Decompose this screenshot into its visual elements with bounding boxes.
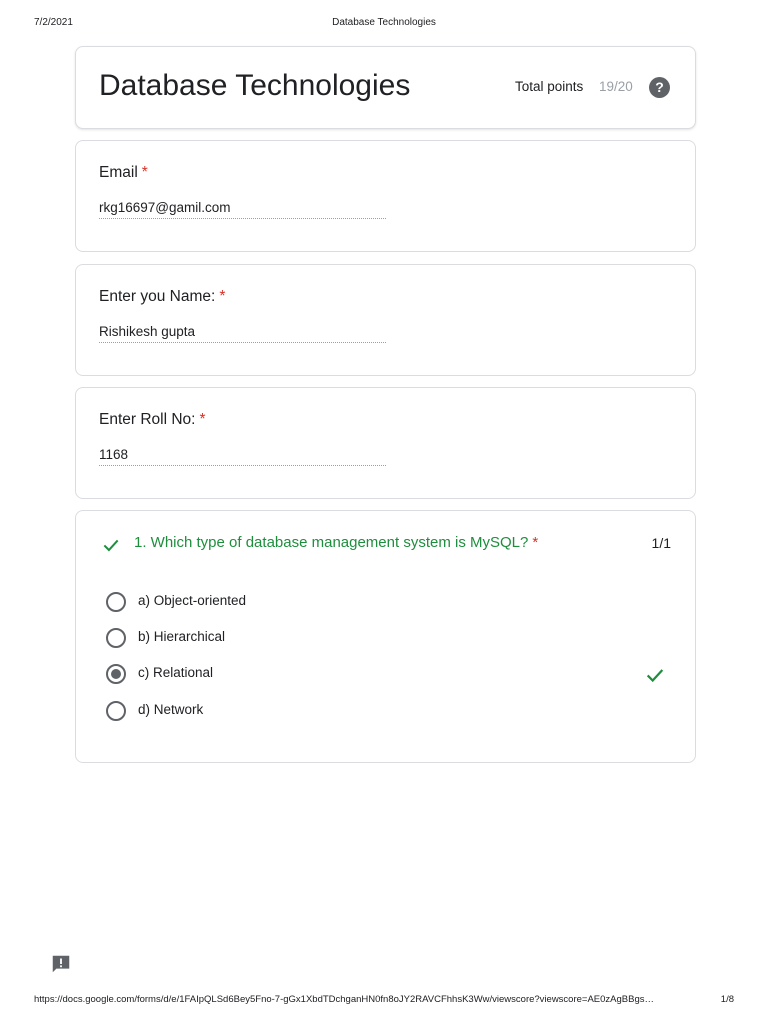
option-label: d) Network: [138, 702, 204, 717]
total-points-value: 19/20: [599, 79, 633, 94]
radio-button[interactable]: [106, 701, 126, 721]
print-title: Database Technologies: [332, 17, 436, 28]
email-field-card: [75, 140, 696, 252]
required-mark: *: [219, 288, 226, 305]
option-d[interactable]: [106, 701, 666, 723]
print-date: 7/2/2021: [34, 17, 73, 28]
option-b[interactable]: [106, 628, 666, 650]
name-label: Enter you Name: *: [99, 288, 226, 305]
help-icon[interactable]: ?: [649, 77, 670, 98]
check-icon: [101, 535, 121, 555]
radio-button-selected[interactable]: [106, 664, 126, 684]
question-score: 1/1: [651, 535, 671, 551]
footer-url: https://docs.google.com/forms/d/e/1FAIpQLSd6Bey5Fno-7-gGx1XbdTDchganHN0fn8oJY2RAVCFhhsK3Ww/viewscore?viewscore=AE0zAgBBgs…: [34, 994, 654, 1005]
required-mark: *: [199, 411, 206, 428]
option-label: c) Relational: [138, 665, 214, 680]
roll-no-label: Enter Roll No: *: [99, 411, 206, 428]
correct-check-icon: [644, 664, 666, 686]
question-title: 1. Which type of database management system is MySQL? *: [134, 534, 539, 551]
form-title-card: [75, 46, 696, 129]
required-mark: *: [141, 164, 148, 181]
name-field-card: [75, 264, 696, 376]
email-label: Email *: [99, 164, 148, 181]
name-field: Rishikesh gupta: [99, 324, 386, 343]
total-points-label: Total points: [515, 79, 584, 94]
question-card: [75, 510, 696, 763]
option-a[interactable]: [106, 592, 666, 614]
required-mark: *: [532, 534, 539, 551]
print-header: [0, 17, 768, 31]
radio-button[interactable]: [106, 628, 126, 648]
email-field: rkg16697@gamil.com: [99, 200, 386, 219]
form-title: Database Technologies: [99, 69, 411, 102]
print-footer: [0, 994, 768, 1008]
roll-no-field-card: [75, 387, 696, 499]
radio-button[interactable]: [106, 592, 126, 612]
footer-page-number: 1/8: [720, 994, 734, 1005]
feedback-icon[interactable]: [50, 953, 72, 975]
option-label: a) Object-oriented: [138, 593, 247, 608]
option-label: b) Hierarchical: [138, 629, 226, 644]
roll-no-field: 1168: [99, 447, 386, 466]
option-c[interactable]: [106, 664, 666, 686]
